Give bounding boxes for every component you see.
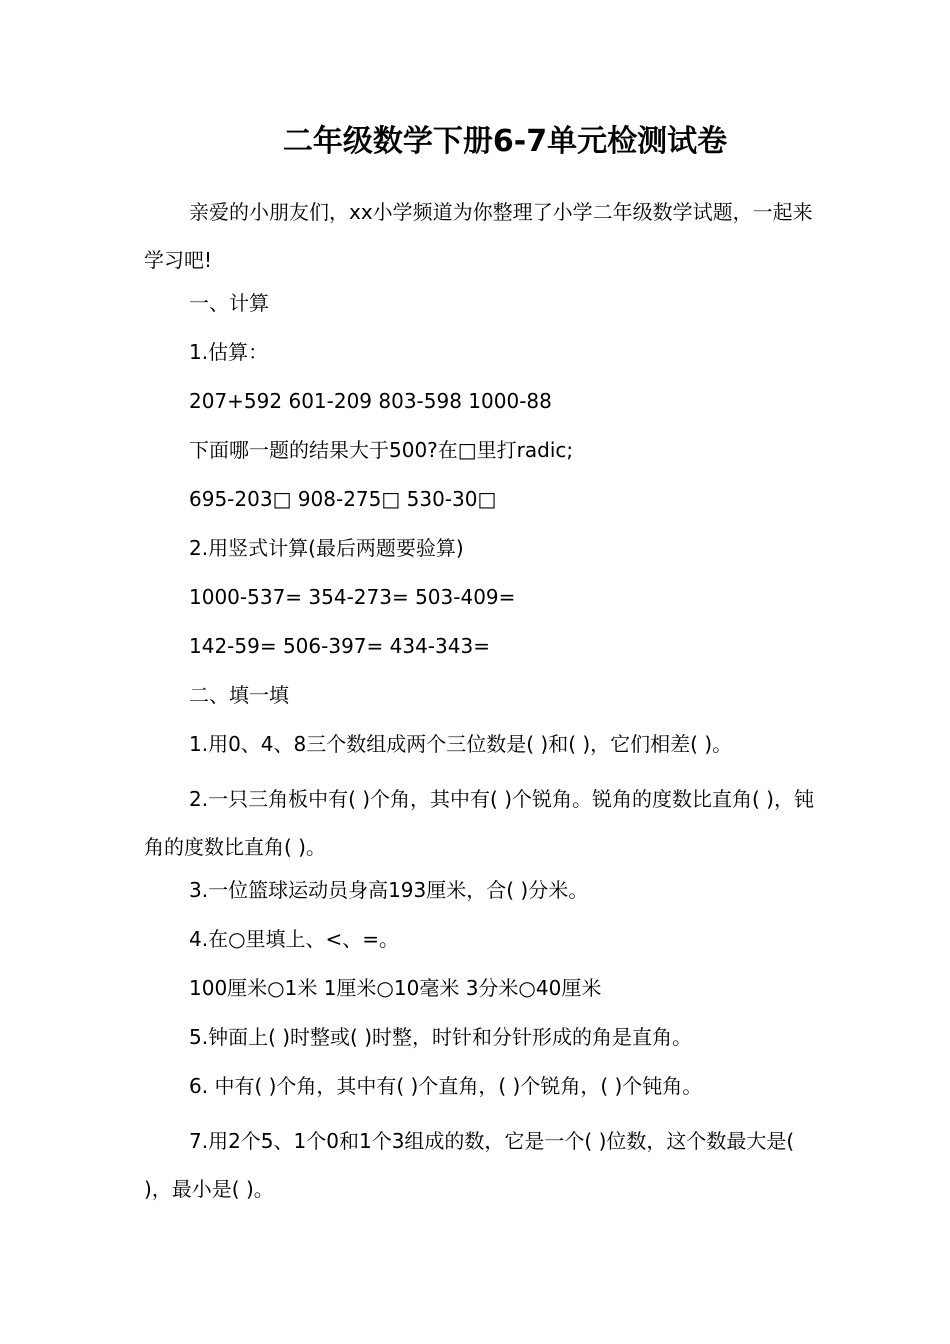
fill-question-6: 6. 中有( )个角，其中有( )个直角，( )个锐角，( )个钝角。: [189, 1074, 703, 1098]
question-vertical-calculation: 2.用竖式计算(最后两题要验算): [189, 536, 464, 560]
fill-question-2: 2.一只三角板中有( )个角，其中有( )个锐角。锐角的度数比直角( )，钝角的度数比直角( )。: [144, 787, 814, 859]
document-body: [144, 188, 816, 1214]
fill-question-3: 3.一位篮球运动员身高193厘米，合( )分米。: [189, 878, 589, 902]
section-heading-fill-in: 二、填一填: [189, 683, 289, 707]
fill-question-4: 4.在○里填上、<、=。: [189, 927, 400, 951]
checkbox-expressions: 695-203□ 908-275□ 530-30□: [189, 487, 497, 511]
compare-expressions: 100厘米○1米 1厘米○10毫米 3分米○40厘米: [189, 976, 602, 1000]
document-title: 二年级数学下册6-7单元检测试卷: [282, 124, 728, 159]
vertical-expressions-row-1: 1000-537= 354-273= 503-409=: [189, 585, 516, 609]
intro-paragraph: 亲爱的小朋友们，xx小学频道为你整理了小学二年级数学试题，一起来学习吧!: [144, 200, 813, 272]
estimate-expressions: 207+592 601-209 803-598 1000-88: [189, 389, 552, 413]
section-heading-calculation: 一、计算: [189, 291, 269, 315]
fill-question-5: 5.钟面上( )时整或( )时整，时针和分针形成的角是直角。: [189, 1025, 693, 1049]
question-greater-than-500: 下面哪一题的结果大于500?在□里打radic;: [189, 438, 574, 462]
question-estimate: 1.估算：: [189, 340, 269, 364]
fill-question-1: 1.用0、4、8三个数组成两个三位数是( )和( )，它们相差( )。: [189, 732, 733, 756]
vertical-expressions-row-2: 142-59= 506-397= 434-343=: [189, 634, 490, 658]
fill-question-7: 7.用2个5、1个0和1个3组成的数，它是一个( )位数，这个数最大是( )，最小是( )。: [144, 1129, 795, 1201]
